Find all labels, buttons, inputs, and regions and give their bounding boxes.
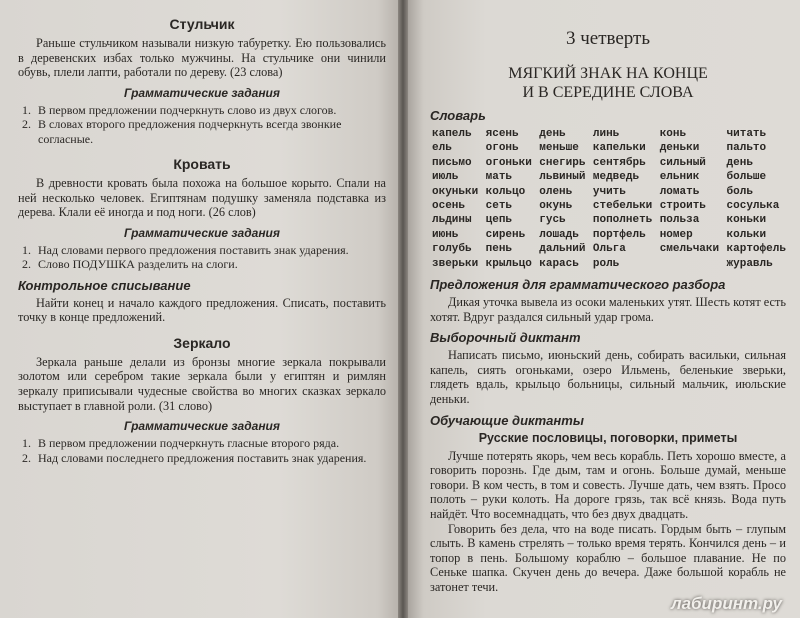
sentences-text: Дикая уточка вывела из осоки маленьких утят. Шесть котят есть хотят. Вдруг раздался сильный удар грома. [430, 295, 786, 324]
vocab-word: конь [659, 128, 687, 140]
vocab-word: стебельки [592, 200, 653, 213]
text-krovat: В древности кровать была похожа на большое корыто. Спали на ней несколько человек. Египтянам подушку заменяла подставка из дерева. Клали её иногда и под ноги. (26 слов) [18, 176, 386, 220]
left-page [0, 0, 398, 618]
vocab-word: крыльцо [485, 257, 532, 270]
vocab-word: сосулька [726, 200, 780, 213]
right-page [408, 0, 800, 618]
vocab-word: строить [659, 200, 706, 213]
vocab-word: пень [485, 243, 513, 256]
vocab-word: сентябрь [592, 156, 646, 169]
vocab-word: окунь [539, 200, 573, 213]
vocab-word: пальто [726, 142, 767, 155]
tasks-list [18, 436, 386, 465]
proverbs-subtitle: Русские пословицы, поговорки, приметы [478, 430, 738, 445]
vocab-word: зверьки [432, 257, 479, 270]
vocab-word: роль [592, 257, 620, 270]
vocab-column [486, 127, 532, 271]
vocab-word: день [539, 128, 566, 140]
chapter-title-line: И В СЕРЕДИНЕ СЛОВА [522, 84, 694, 101]
tasks-list [18, 243, 386, 272]
vocab-word: ясень [485, 128, 519, 140]
vocab-word: коньки [726, 214, 767, 227]
vocab-column [593, 127, 652, 271]
vocab-word: читать [726, 128, 767, 140]
vocab-word: снегирь [539, 156, 586, 169]
vocab-word: смельчаки [659, 243, 720, 256]
vocab-word: цепь [485, 214, 513, 227]
vocab-word: картофель [726, 243, 786, 256]
vocab-word: больше [726, 171, 767, 184]
vocab-word: огоньки [485, 156, 532, 169]
vocab-word: мать [485, 171, 513, 184]
vocab-word: кольцо [485, 185, 526, 198]
vocab-word: сильный [659, 156, 706, 169]
tasks-list [18, 103, 386, 146]
selective-dictation-title: Выборочный диктант [430, 330, 581, 346]
tasks-title: Грамматические задания [124, 85, 280, 100]
task-item: 1. Над словами первого предложения поставить знак ударения. [34, 243, 386, 257]
teaching-dictation-title: Обучающие диктанты [430, 412, 584, 428]
vocab-word: сеть [485, 200, 513, 213]
proverbs-text: Лучше потерять якорь, чем весь корабль. Петь хорошо вместе, а говорить порознь. Где дым, там и огонь. Больше думай, меньше говори. В ком честь, в том и совесть. Лучше дать, чем взять. Просо полоть – руки колоть. На дороге грязь, так всё князь. Вода путь найдёт. Что восемнадцать, что без двух двадцать. [430, 448, 786, 521]
task-item: 2. Над словами последнего предложения поставить знак ударения. [34, 451, 386, 465]
selective-dictation-text: Написать письмо, июньский день, собирать васильки, сильная капель, сиять огоньками, озеро Ильмень, беленькие зверьки, глядеть вдаль, крыльцо больницы, сильный мальчик, июльские деньки. [430, 348, 786, 407]
vocab-word: осень [432, 200, 466, 213]
section-title-stulchik: Стульчик [169, 16, 235, 32]
vocab-table [432, 127, 786, 271]
vocab-word: деньки [659, 142, 700, 155]
sentences-title: Предложения для грамматического разбора [430, 277, 726, 293]
vocab-word: кольки [726, 228, 767, 241]
vocab-word: польза [659, 214, 700, 227]
tasks-title: Грамматические задания [124, 419, 280, 434]
vocab-word: дальний [539, 243, 586, 256]
vocab-word: гусь [539, 214, 566, 227]
section-title-krovat: Кровать [173, 156, 231, 172]
vocab-word: учить [592, 185, 626, 198]
vocab-word: окуньки [432, 185, 479, 198]
section-title-zerkalo: Зеркало [173, 334, 231, 351]
vocab-word: медведь [592, 171, 640, 184]
chapter-title [430, 64, 786, 102]
task-item: 1. В первом предложении подчеркнуть гласные второго ряда. [34, 436, 386, 450]
vocab-column [539, 127, 585, 271]
chapter-title-line: МЯГКИЙ ЗНАК НА КОНЦЕ [508, 65, 708, 82]
vocab-word: июнь [432, 228, 459, 241]
vocab-word: номер [659, 228, 693, 241]
task-item: 2. В словах второго предложения подчеркнуть всегда звонкие согласные. [34, 117, 386, 146]
text-stulchik: Раньше стульчиком называли низкую табуретку. Ею пользовались в деревенских избах только мужчины. На стульчике они чинили обувь, плели лапти, работали по дереву. (23 слова) [18, 36, 386, 80]
vocab-word: лошадь [539, 228, 579, 241]
vocab-word: журавль [726, 257, 773, 270]
task-item: 2. Слово ПОДУШКА разделить на слоги. [34, 257, 386, 271]
vocab-word: капель [432, 128, 472, 140]
text-control: Найти конец и начало каждого предложения. Списать, поставить точку в конце предложений. [18, 295, 386, 325]
vocab-column [432, 127, 478, 271]
vocab-word: голубь [432, 243, 472, 256]
vocab-column [727, 127, 786, 271]
book-gutter [398, 0, 408, 618]
vocab-word: ельник [659, 171, 700, 184]
vocab-word: боль [726, 185, 753, 198]
tasks-title: Грамматические задания [124, 225, 280, 240]
vocab-word: пополнеть [592, 214, 653, 227]
vocab-word: львиный [539, 171, 586, 184]
vocab-title: Словарь [430, 108, 486, 123]
vocab-column [660, 127, 719, 271]
vocab-word: Ольга [592, 243, 626, 256]
text-zerkalo: Зеркала раньше делали из бронзы многие зеркала покрывали золотом или серебром такие зеркала были у египтян и римлян зеркалу приписывали чудесные свойства во многих сказках зеркало выступает в главной роли. (31 слово) [18, 354, 386, 413]
task-item: 1. В первом предложении подчеркнуть слово из двух слогов. [34, 103, 386, 117]
watermark: лабиринт.ру [671, 594, 782, 613]
vocab-word: капельки [592, 142, 646, 155]
vocab-word: ель [432, 142, 452, 155]
vocab-word: карась [539, 257, 579, 270]
vocab-word: портфель [592, 228, 646, 241]
proverbs-text: Говорить без дела, что на воде писать. Гордым быть – глупым слыть. В камень стрелять – только время терять. Кончился день – и топор в пень. Большому кораблю – большое плавание. Не по Сеньке шапка. Скучен день до вечера. Даже большой корабль не затонет течи. [430, 521, 786, 594]
vocab-word: меньше [539, 142, 579, 155]
vocab-word: день [726, 156, 753, 169]
vocab-word: линь [592, 128, 620, 140]
section-title-control: Контрольное списывание [18, 277, 191, 293]
vocab-word: олень [539, 185, 573, 198]
quarter-heading: 3 четверть [565, 28, 651, 49]
vocab-word: льдины [432, 214, 472, 227]
vocab-word: ломать [659, 185, 700, 198]
vocab-word: письмо [432, 156, 472, 169]
vocab-word: сирень [485, 228, 526, 241]
vocab-word: огонь [485, 142, 519, 155]
vocab-word: июль [432, 171, 459, 184]
